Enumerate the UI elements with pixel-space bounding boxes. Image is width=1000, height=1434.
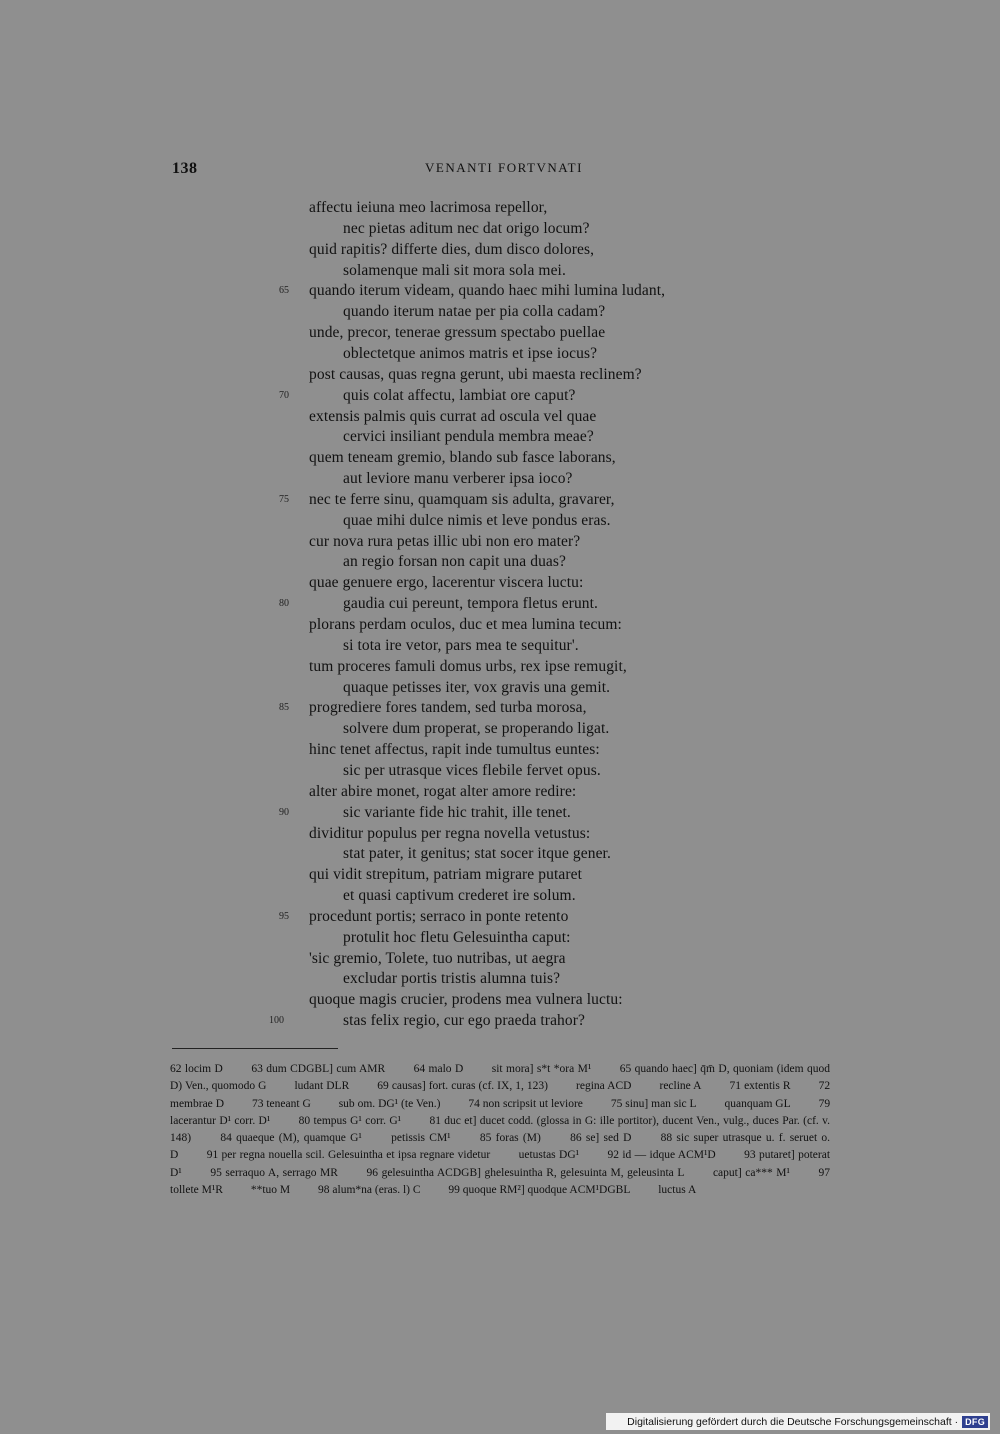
- verse-line: [0, 637, 900, 658]
- apparatus-entry: uetustas DG¹: [518, 1149, 580, 1162]
- verse-line: [0, 658, 900, 679]
- verse-line: [0, 533, 900, 554]
- verse-line: [0, 303, 900, 324]
- page-header: [172, 160, 672, 182]
- apparatus-entry: 92 id — idque ACM¹D: [607, 1149, 716, 1162]
- verse-text: solvere dum properat, se properando ligat.: [343, 720, 610, 738]
- verse-text: post causas, quas regna gerunt, ubi maesta reclinem?: [309, 365, 642, 383]
- apparatus-entry: 62 locim D: [170, 1063, 223, 1075]
- apparatus-entry: 88 sic super utrasque u. f. seruet o. D: [170, 1132, 831, 1162]
- verse-text: 'sic gremio, Tolete, tuo nutribas, ut aegra: [309, 949, 566, 967]
- apparatus-entry: **tuo M: [250, 1184, 291, 1197]
- verse-line: [0, 616, 900, 637]
- verse-text: quoque magis crucier, prodens mea vulnera luctu:: [309, 991, 623, 1009]
- verse-text: extensis palmis quis currat ad oscula vel quae: [309, 407, 597, 425]
- verse-number: 80: [279, 598, 289, 610]
- verse-text: an regio forsan non capit una duas?: [343, 553, 567, 571]
- verse-text: qui vidit strepitum, patriam migrare putaret: [309, 866, 582, 884]
- verse-text: quid rapitis? differte dies, dum disco dolores,: [309, 240, 595, 258]
- verse-line: [0, 282, 900, 303]
- apparatus-entry: petissis CM¹: [391, 1132, 451, 1145]
- verse-text: stas felix regio, cur ego praeda trahor?: [343, 1012, 585, 1030]
- verse-line: [0, 345, 900, 366]
- verse-text: alter abire monet, rogat alter amore redire:: [309, 782, 577, 800]
- verse-line: [0, 262, 900, 283]
- apparatus-entry: 99 quoque RM²] quodque ACM¹DGBL: [448, 1184, 631, 1197]
- verse-line: [0, 762, 900, 783]
- verse-line: [0, 574, 900, 595]
- verse-line: [0, 220, 900, 241]
- verse-line: [0, 1012, 900, 1033]
- apparatus-entry: sub om. DG¹ (te Ven.): [338, 1097, 441, 1110]
- verse-text: unde, precor, tenerae gressum spectabo puellae: [309, 324, 606, 342]
- apparatus-entry: 84 quaeque (M), quamque G¹: [220, 1132, 362, 1145]
- verse-line: [0, 720, 900, 741]
- apparatus-entry: 95 serraquo A, serrago MR: [210, 1166, 338, 1179]
- apparatus-entry: 73 teneant G: [251, 1097, 311, 1110]
- apparatus-entry: 63 dum CDGBL] cum AMR: [251, 1063, 386, 1075]
- verse-text: dividitur populus per regna novella vetustus:: [309, 824, 591, 842]
- footer-credit: Digitalisierung gefördert durch die Deutsche Forschungsgemeinschaft ·: [627, 1415, 959, 1428]
- verse-text: hinc tenet affectus, rapit inde tumultus euntes:: [309, 741, 600, 759]
- verse-number: 100: [269, 1015, 284, 1027]
- critical-apparatus: [170, 1061, 830, 1199]
- verse-text: nec pietas aditum nec dat origo locum?: [343, 219, 590, 237]
- verse-line: [0, 491, 900, 512]
- apparatus-entry: 79 lacerantur D¹ corr. D¹: [170, 1097, 831, 1127]
- apparatus-entry: 64 malo D: [413, 1063, 464, 1075]
- apparatus-entry: recline A: [659, 1080, 702, 1093]
- verse-line: [0, 324, 900, 345]
- apparatus-entry: luctus A: [658, 1184, 697, 1197]
- apparatus-entry: regina ACD: [576, 1080, 632, 1093]
- apparatus-entry: 85 foras (M): [479, 1132, 541, 1145]
- verse-line: [0, 804, 900, 825]
- apparatus-entry: 91 per regna nouella scil. Gelesuintha et ipsa regnare videtur: [206, 1149, 491, 1162]
- verse-number: 70: [279, 389, 289, 401]
- verse-text: quis colat affectu, lambiat ore caput?: [343, 386, 576, 404]
- apparatus-entry: 97 tollete M¹R: [170, 1166, 830, 1197]
- verse-line: [0, 825, 900, 846]
- apparatus-entry: 75 sinu] man sic L: [610, 1097, 697, 1110]
- verse-text: procedunt portis; serraco in ponte retento: [309, 907, 569, 925]
- verse-line: [0, 366, 900, 387]
- apparatus-entry: 72 membrae D: [170, 1080, 831, 1110]
- verse-line: [0, 699, 900, 720]
- apparatus-entry: 93 putaret] poterat D¹: [170, 1149, 831, 1179]
- verse-line: [0, 908, 900, 929]
- verse-line: [0, 553, 900, 574]
- verse-number: 95: [279, 910, 289, 922]
- verse-text: protulit hoc fletu Gelesuintha caput:: [343, 928, 571, 946]
- running-title: VENANTI FORTVNATI: [425, 160, 583, 175]
- verse-text: plorans perdam oculos, duc et mea lumina tecum:: [309, 616, 622, 633]
- verse-text: affectu ieiuna meo lacrimosa repellor,: [309, 199, 548, 216]
- verse-text: gaudia cui pereunt, tempora fletus erunt.: [343, 595, 599, 613]
- apparatus-entry: 74 non scripsit ut leviore: [468, 1097, 583, 1110]
- verse-text: quae mihi dulce nimis et leve pondus eras.: [343, 511, 611, 529]
- dfg-logo-icon: DFG: [962, 1416, 988, 1428]
- apparatus-entry: 71 extentis R: [729, 1080, 791, 1093]
- verse-text: stat pater, it genitus; stat socer itque gener.: [343, 845, 611, 863]
- apparatus-entry: 69 causas] fort. curas (cf. IX, 1, 123): [377, 1080, 548, 1093]
- verse-line: [0, 679, 900, 700]
- page-number: 138: [172, 160, 198, 177]
- verse-line: [0, 428, 900, 449]
- verse-text: cur nova rura petas illic ubi non ero mater?: [309, 532, 581, 550]
- verse-line: [0, 929, 900, 950]
- apparatus-entry: ludant DLR: [294, 1080, 350, 1093]
- verse-text: oblectetque animos matris et ipse iocus?: [343, 344, 598, 362]
- verse-text: quando iterum videam, quando haec mihi lumina ludant,: [309, 282, 666, 300]
- apparatus-entry: 86 se] sed D: [570, 1132, 632, 1145]
- verse-text: sic variante fide hic trahit, ille tenet.: [343, 803, 571, 821]
- verse-number: 85: [279, 702, 289, 714]
- verse-line: [0, 845, 900, 866]
- verse-line: [0, 741, 900, 762]
- apparatus-entry: caput] ca*** M¹: [712, 1166, 790, 1179]
- apparatus-entry: sit mora] s*t *ora M¹: [491, 1063, 592, 1075]
- verse-text: quando iterum natae per pia colla cadam?: [343, 303, 606, 321]
- verse-line: [0, 866, 900, 887]
- verse-line: [0, 241, 900, 262]
- verse-text: excludar portis tristis alumna tuis?: [343, 970, 561, 988]
- apparatus-entry: quanquam GL: [724, 1097, 791, 1110]
- verse-text: solamenque mali sit mora sola mei.: [343, 261, 566, 279]
- verse-line: [0, 783, 900, 804]
- verse-text: sic per utrasque vices flebile fervet opus.: [343, 761, 601, 779]
- apparatus-entry: 81 duc et] ducet codd. (glossa in G: ille portitor), ducent Ven., vulg., duces Par. (cf. v. 148): [170, 1114, 831, 1145]
- verse-text: nec te ferre sinu, quamquam sis adulta, gravarer,: [309, 490, 615, 508]
- verse-line: [0, 950, 900, 971]
- verse-line: [0, 470, 900, 491]
- verse-line: [0, 387, 900, 408]
- verse-text: aut leviore manu verberer ipsa ioco?: [343, 470, 573, 488]
- verse-text: quaque petisses iter, vox gravis una gemit.: [343, 678, 611, 696]
- digitization-footer: [606, 1413, 990, 1430]
- verse-number: 75: [279, 493, 289, 505]
- verse-line: [0, 199, 900, 220]
- verse-text: et quasi captivum crederet ire solum.: [343, 887, 576, 905]
- verse-number: 65: [279, 285, 289, 297]
- apparatus-entry: 96 gelesuintha ACDGB] ghelesuintha R, gelesuinta M, geleusinta L: [366, 1166, 685, 1179]
- apparatus-entry: 65 quando haec] q̄m̄ D, quoniam (idem quod D) Ven., quomodo G: [170, 1063, 830, 1093]
- verse-line: [0, 970, 900, 991]
- verse-text: si tota ire vetor, pars mea te sequitur'.: [343, 636, 579, 654]
- verse-number: 90: [279, 806, 289, 818]
- verse-line: [0, 887, 900, 908]
- verse-text: cervici insiliant pendula membra meae?: [343, 428, 594, 446]
- verse-line: [0, 449, 900, 470]
- apparatus-entry: 80 tempus G¹ corr. G¹: [298, 1114, 402, 1127]
- footnote-divider: [172, 1048, 338, 1049]
- verse-line: [0, 595, 900, 616]
- verse-text: quem teneam gremio, blando sub fasce laborans,: [309, 449, 616, 467]
- verse-text: quae genuere ergo, lacerentur viscera luctu:: [309, 574, 584, 592]
- verse-text: tum proceres famuli domus urbs, rex ipse remugit,: [309, 657, 627, 675]
- verse-text: progrediere fores tandem, sed turba morosa,: [309, 699, 587, 717]
- verse-line: [0, 512, 900, 533]
- apparatus-entry: 98 alum*na (eras. l) C: [318, 1184, 421, 1197]
- verse-line: [0, 408, 900, 429]
- verse-line: [0, 991, 900, 1012]
